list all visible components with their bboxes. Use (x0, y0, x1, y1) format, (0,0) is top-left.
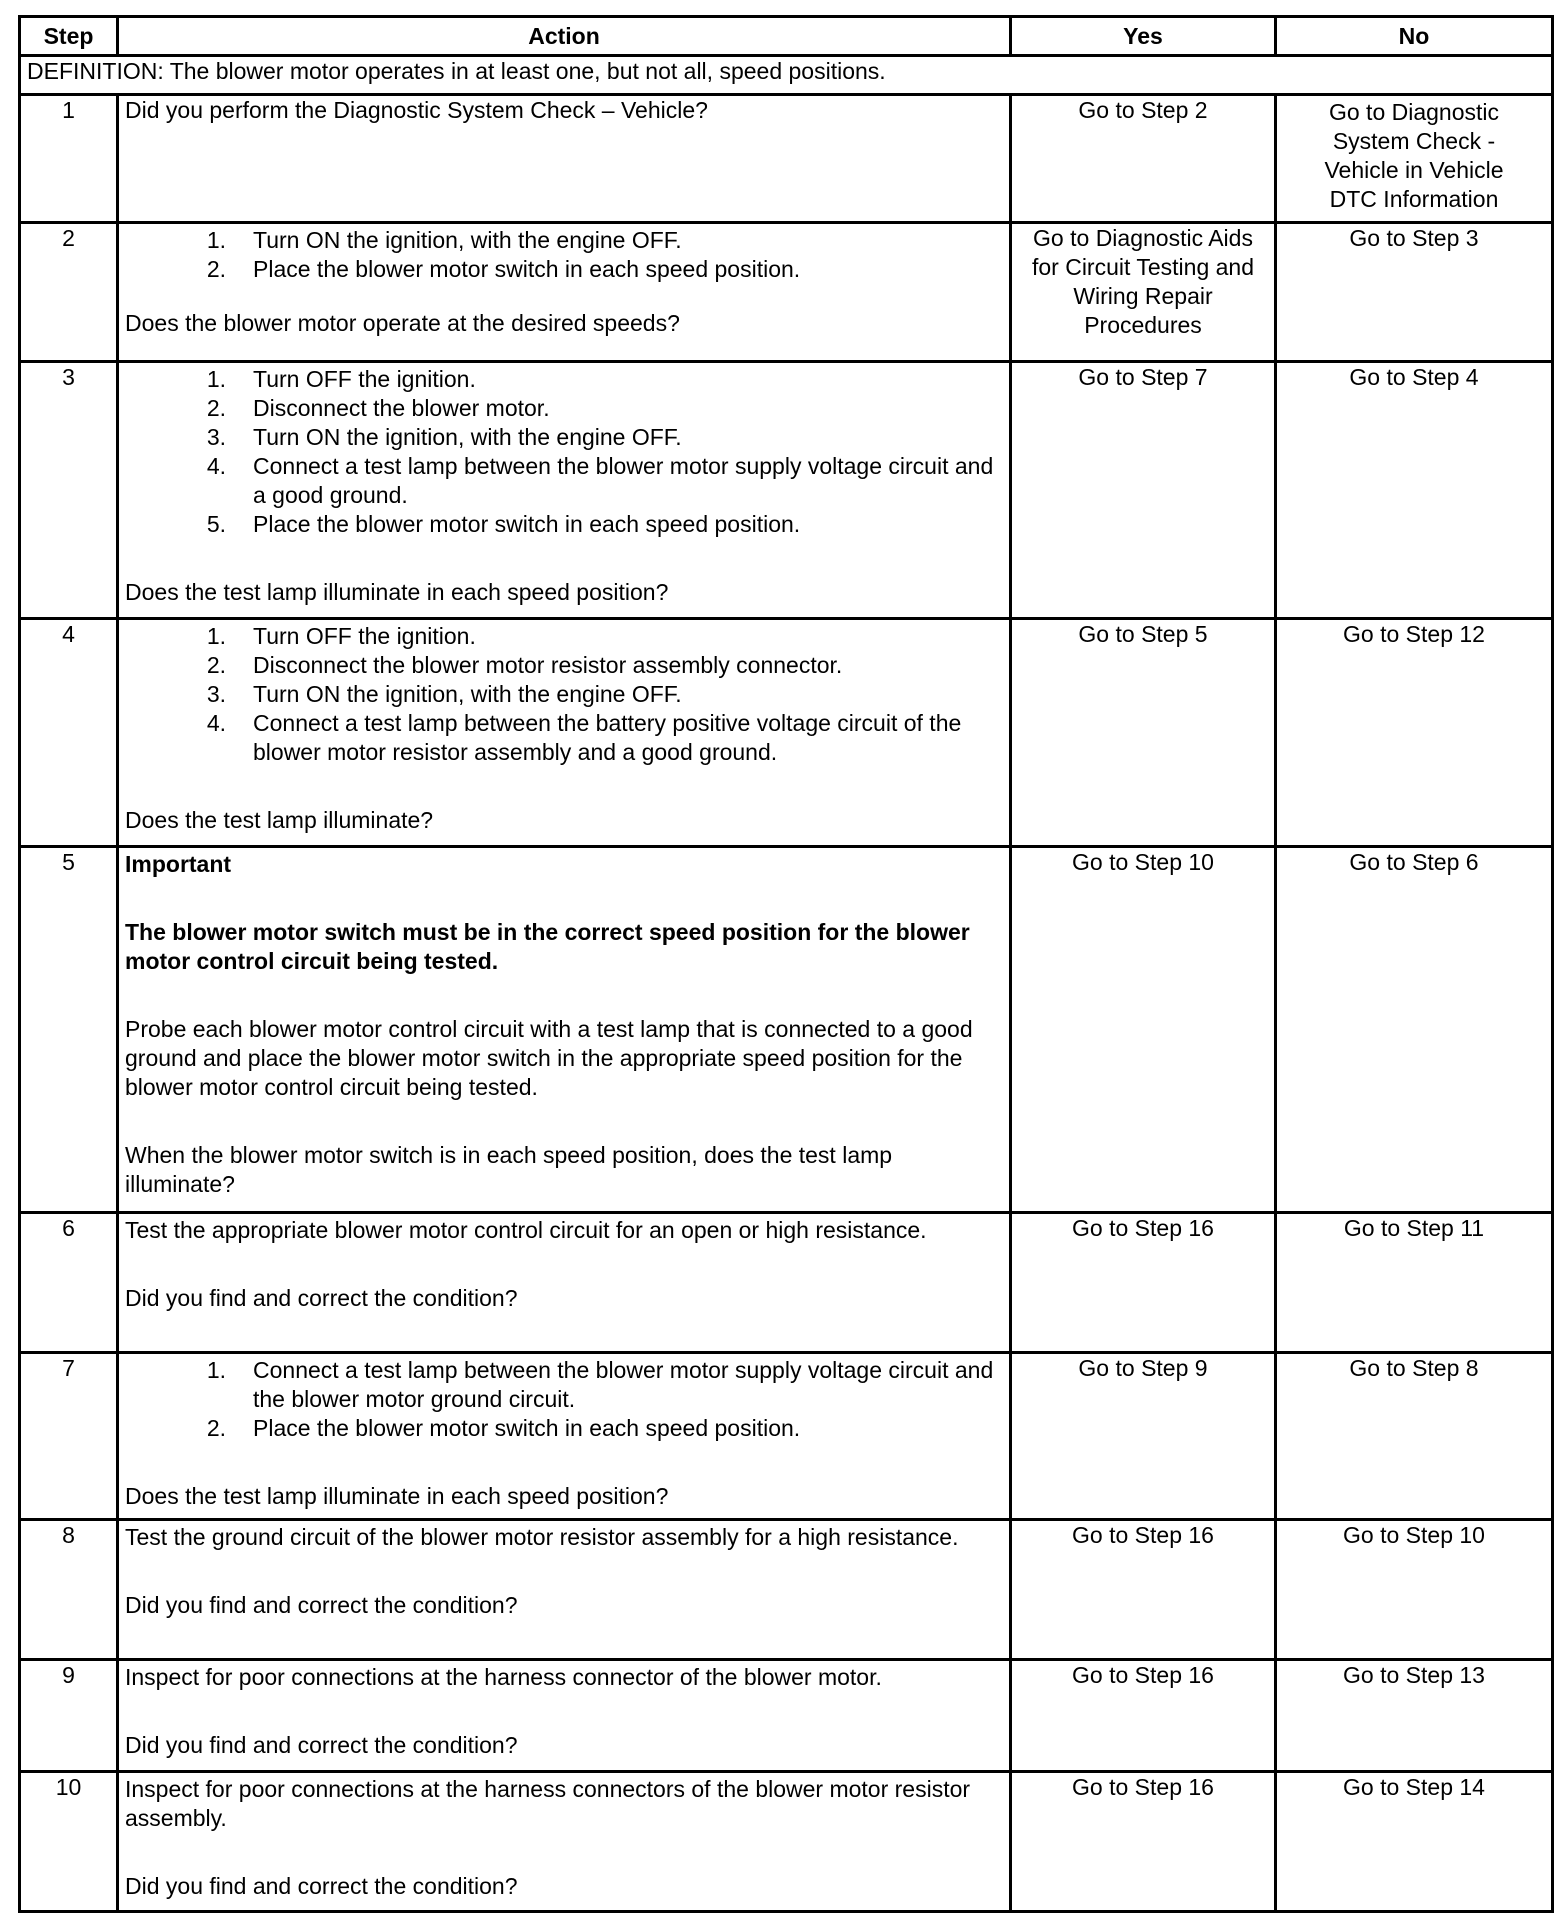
list-item: 1. Turn OFF the ignition. (206, 366, 476, 392)
header-row (20, 17, 1553, 56)
action-question: Did you find and correct the condition? (125, 1873, 518, 1899)
list-item: 2. Place the blower motor switch in each speed position. (206, 1415, 801, 1441)
action-question: Did you perform the Diagnostic System Check – Vehicle? (125, 97, 708, 123)
no-cell: Go to Diagnostic System Check - Vehicle in Vehicle DTC Information (1276, 95, 1553, 223)
yes-cell: Go to Step 16 (1011, 1772, 1276, 1912)
list-item: 1. Turn ON the ignition, with the engine OFF. (206, 227, 682, 253)
table-row (20, 1213, 1553, 1353)
instruction-list (125, 365, 1003, 539)
definition-text: DEFINITION: The blower motor operates in at least one, but not all, speed positions. (20, 56, 1553, 95)
action-body: Test the appropriate blower motor control circuit for an open or high resistance. (125, 1217, 927, 1243)
no-cell: Go to Step 11 (1276, 1213, 1553, 1353)
yes-cell: Go to Step 16 (1011, 1213, 1276, 1353)
action-cell (118, 1520, 1011, 1660)
action-question: Does the test lamp illuminate? (125, 807, 434, 833)
action-body: Inspect for poor connections at the harness connector of the blower motor. (125, 1664, 882, 1690)
header-no: No (1276, 17, 1553, 56)
table-row (20, 362, 1553, 619)
list-item: 4. Connect a test lamp between the battery positive voltage circuit of the blower motor resistor assembly and a good ground. (206, 710, 962, 765)
definition-row (20, 56, 1553, 95)
no-cell: Go to Step 4 (1276, 362, 1553, 619)
header-step: Step (20, 17, 118, 56)
table-row (20, 1660, 1553, 1772)
important-note: The blower motor switch must be in the correct speed position for the blower motor control circuit being tested. (125, 919, 970, 974)
header-yes: Yes (1011, 17, 1276, 56)
action-cell (118, 1353, 1011, 1520)
action-question: Does the blower motor operate at the desired speeds? (125, 310, 680, 336)
yes-cell: Go to Diagnostic Aids for Circuit Testing and Wiring Repair Procedures (1011, 223, 1276, 362)
instruction-list (125, 1356, 1003, 1443)
no-cell: Go to Step 13 (1276, 1660, 1553, 1772)
action-question: When the blower motor switch is in each speed position, does the test lamp illuminate? (125, 1142, 893, 1197)
step-number: 7 (20, 1353, 118, 1520)
list-item: 2. Disconnect the blower motor resistor assembly connector. (206, 652, 843, 678)
yes-cell: Go to Step 16 (1011, 1660, 1276, 1772)
yes-cell: Go to Step 10 (1011, 847, 1276, 1213)
yes-cell: Go to Step 7 (1011, 362, 1276, 619)
table-row (20, 1520, 1553, 1660)
step-number: 3 (20, 362, 118, 619)
action-cell (118, 362, 1011, 619)
action-question: Did you find and correct the condition? (125, 1592, 518, 1618)
action-cell (118, 1213, 1011, 1353)
yes-cell: Go to Step 9 (1011, 1353, 1276, 1520)
yes-cell: Go to Step 5 (1011, 619, 1276, 847)
table-row (20, 619, 1553, 847)
header-action: Action (118, 17, 1011, 56)
instruction-list (125, 226, 1003, 284)
no-cell: Go to Step 12 (1276, 619, 1553, 847)
no-cell: Go to Step 8 (1276, 1353, 1553, 1520)
step-number: 1 (20, 95, 118, 223)
action-body: Test the ground circuit of the blower motor resistor assembly for a high resistance. (125, 1524, 959, 1550)
action-body: Inspect for poor connections at the harness connectors of the blower motor resistor assembly. (125, 1776, 971, 1831)
list-item: 4. Connect a test lamp between the blower motor supply voltage circuit and a good ground. (206, 453, 994, 508)
list-item: 1. Connect a test lamp between the blower motor supply voltage circuit and the blower motor ground circuit. (206, 1357, 994, 1412)
action-question: Did you find and correct the condition? (125, 1285, 518, 1311)
instruction-list (125, 622, 1003, 767)
step-number: 4 (20, 619, 118, 847)
table-row (20, 1353, 1553, 1520)
step-number: 6 (20, 1213, 118, 1353)
table-row (20, 223, 1553, 362)
list-item: 2. Disconnect the blower motor. (206, 395, 550, 421)
list-item: 1. Turn OFF the ignition. (206, 623, 476, 649)
no-cell: Go to Step 10 (1276, 1520, 1553, 1660)
action-cell (118, 95, 1011, 223)
no-cell: Go to Step 6 (1276, 847, 1553, 1213)
action-question: Did you find and correct the condition? (125, 1732, 518, 1758)
list-item: 5. Place the blower motor switch in each speed position. (206, 511, 801, 537)
list-item: 2. Place the blower motor switch in each speed position. (206, 256, 801, 282)
step-number: 10 (20, 1772, 118, 1912)
yes-cell: Go to Step 16 (1011, 1520, 1276, 1660)
action-body: Probe each blower motor control circuit with a test lamp that is connected to a good ground and place the blower motor switch in the appropriate speed position for the blower motor control circuit being tested. (125, 1016, 973, 1100)
action-cell (118, 1772, 1011, 1912)
action-cell (118, 1660, 1011, 1772)
step-number: 9 (20, 1660, 118, 1772)
step-number: 5 (20, 847, 118, 1213)
important-label: Important (125, 851, 232, 877)
no-cell: Go to Step 3 (1276, 223, 1553, 362)
action-cell (118, 847, 1011, 1213)
action-cell (118, 619, 1011, 847)
table-row (20, 95, 1553, 223)
yes-cell: Go to Step 2 (1011, 95, 1276, 223)
table-row (20, 847, 1553, 1213)
no-cell: Go to Step 14 (1276, 1772, 1553, 1912)
table-row (20, 1772, 1553, 1912)
action-cell (118, 223, 1011, 362)
step-number: 2 (20, 223, 118, 362)
action-question: Does the test lamp illuminate in each speed position? (125, 579, 669, 605)
step-number: 8 (20, 1520, 118, 1660)
list-item: 3. Turn ON the ignition, with the engine OFF. (206, 424, 682, 450)
diagnostic-table (18, 15, 1554, 1913)
action-question: Does the test lamp illuminate in each speed position? (125, 1483, 669, 1509)
list-item: 3. Turn ON the ignition, with the engine OFF. (206, 681, 682, 707)
